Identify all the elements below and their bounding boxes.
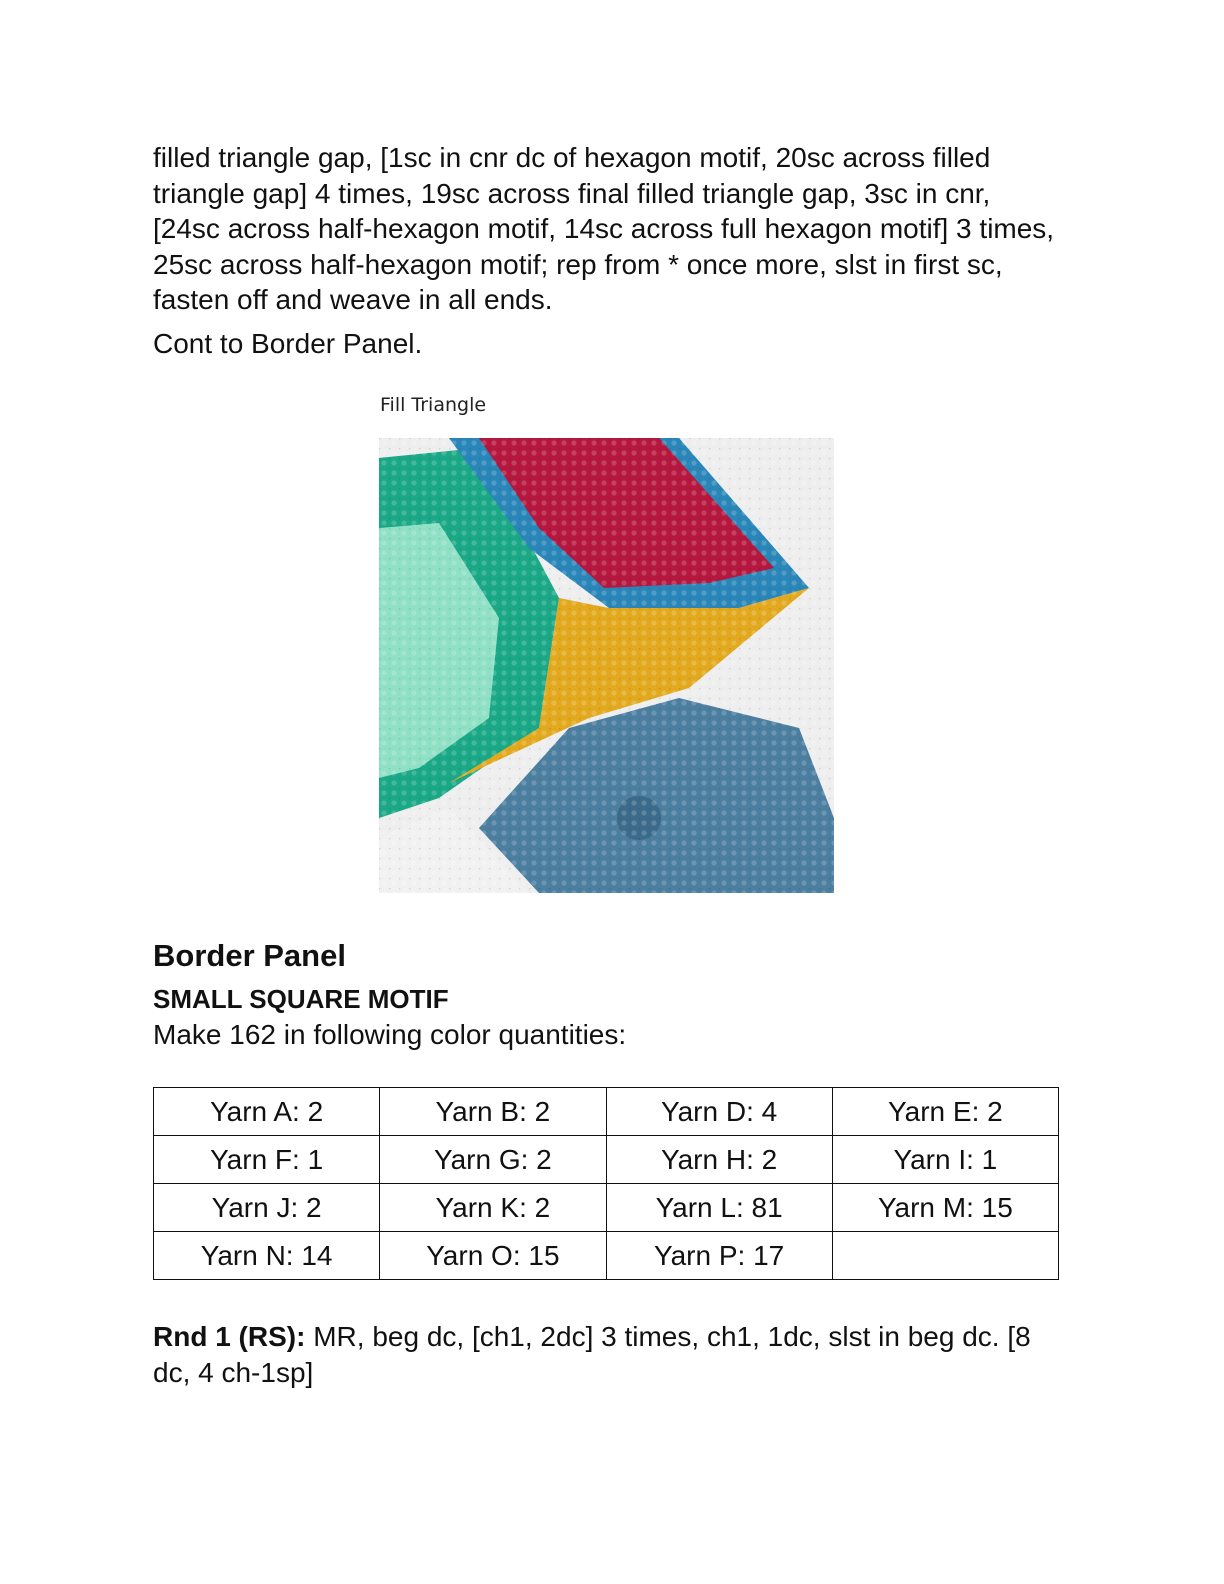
intro-block: [153, 140, 1063, 361]
table-cell: Yarn I: 1: [832, 1136, 1058, 1184]
crochet-photo-illustration: [379, 438, 834, 893]
table-row: [154, 1136, 1059, 1184]
round-1-instruction: [153, 1319, 1063, 1390]
intro-paragraph: filled triangle gap, [1sc in cnr dc of hexagon motif, 20sc across filled triangle gap] 4 times, 19sc across final filled triangle gap, 3sc in cnr, [24sc across half-hexagon motif, 14sc across full hexagon motif] 3 times, 25sc across half-hexagon motif; rep from * once more, slst in first sc, fasten off and weave in all ends.: [153, 142, 1055, 315]
table-cell: Yarn H: 2: [606, 1136, 832, 1184]
table-cell: Yarn O: 15: [380, 1232, 606, 1280]
round-1-text: MR, beg dc, [ch1, 2dc] 3 times, ch1, 1dc, slst in beg dc. [8 dc, 4 ch-1sp]: [153, 1321, 1031, 1388]
table-row: [154, 1232, 1059, 1280]
make-instruction: Make 162 in following color quantities:: [153, 1019, 627, 1050]
round-1-label: Rnd 1 (RS):: [153, 1321, 306, 1352]
table-cell: Yarn K: 2: [380, 1184, 606, 1232]
table-cell: Yarn A: 2: [154, 1088, 380, 1136]
stitch-texture: [379, 438, 834, 893]
small-square-heading: SMALL SQUARE MOTIF: [153, 984, 449, 1014]
yarn-quantity-table: [153, 1087, 1059, 1280]
table-cell: Yarn G: 2: [380, 1136, 606, 1184]
cont-note: Cont to Border Panel.: [153, 327, 423, 359]
table-cell: Yarn J: 2: [154, 1184, 380, 1232]
table-cell: Yarn B: 2: [380, 1088, 606, 1136]
table-cell: Yarn F: 1: [154, 1136, 380, 1184]
crochet-photo: [379, 438, 834, 893]
table-row: [154, 1184, 1059, 1232]
figure-caption: Fill Triangle: [380, 394, 487, 416]
border-panel-heading: Border Panel: [153, 938, 346, 973]
table-cell: Yarn D: 4: [606, 1088, 832, 1136]
table-cell: Yarn M: 15: [832, 1184, 1058, 1232]
table-cell: Yarn N: 14: [154, 1232, 380, 1280]
table-cell: [832, 1232, 1058, 1280]
table-cell: Yarn E: 2: [832, 1088, 1058, 1136]
table-cell: Yarn L: 81: [606, 1184, 832, 1232]
table-row: [154, 1088, 1059, 1136]
table-cell: Yarn P: 17: [606, 1232, 832, 1280]
